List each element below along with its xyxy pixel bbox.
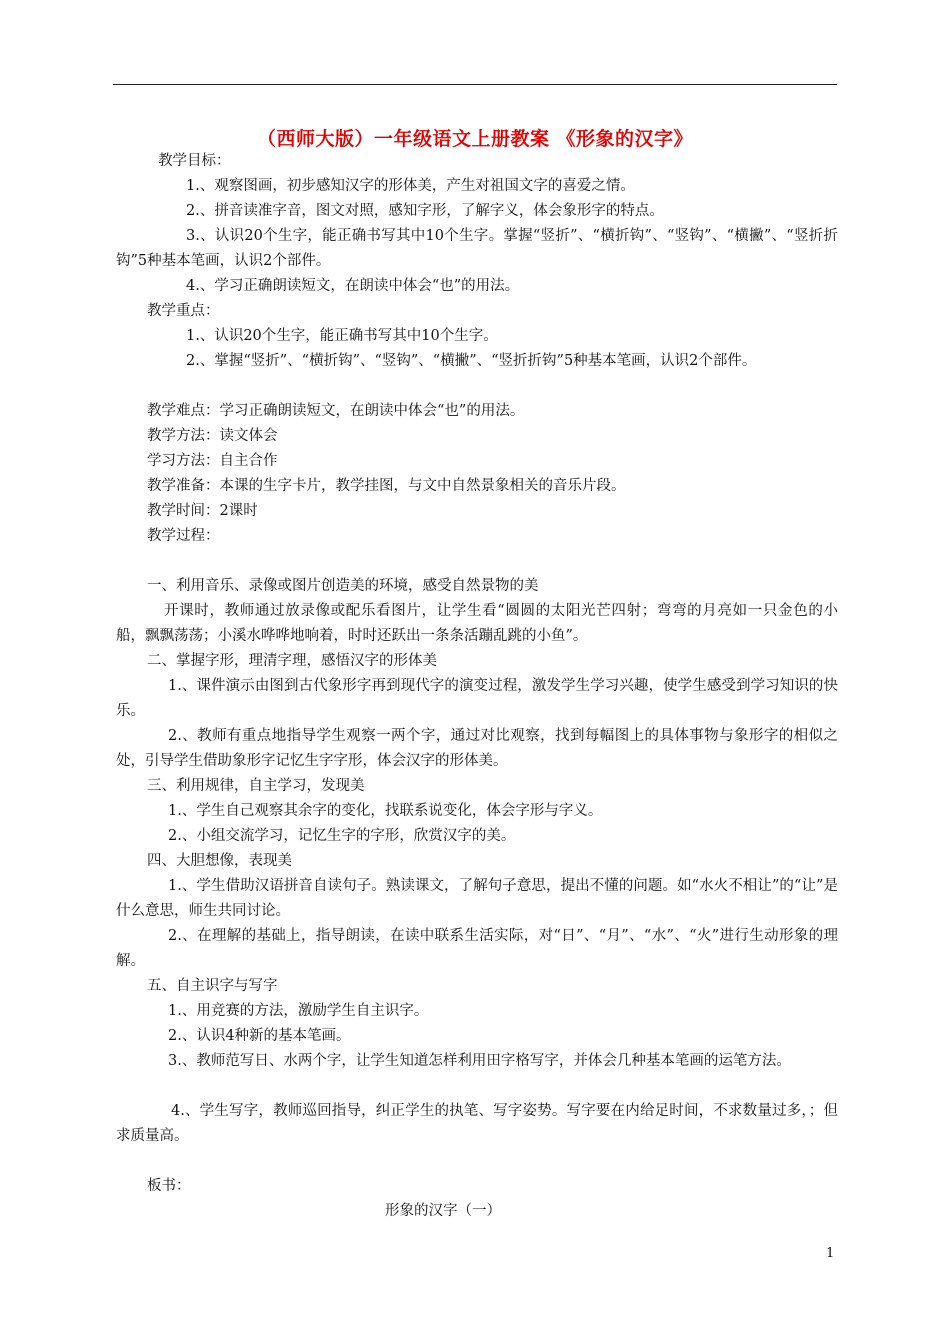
section-heading: 五、自主识字与写字 <box>147 978 278 994</box>
section-paragraph: 1.、课件演示由图到古代象形字再到现代字的演变过程，激发学生学习兴趣，使学生感受到学习知识的快乐。 <box>116 678 838 719</box>
key-points-heading: 教学重点： <box>147 303 220 319</box>
section-heading: 三、利用规律，自主学习，发现美 <box>147 778 365 794</box>
board-title: 形象的汉字（一） <box>385 1203 501 1219</box>
board-heading: 板书： <box>147 1178 191 1194</box>
process-heading: 教学过程： <box>147 528 220 544</box>
teaching-method-line: 教学方法：读文体会 <box>147 428 278 444</box>
difficulty-line: 教学难点：学习正确朗读短文，在朗读中体会“也”的用法。 <box>147 403 525 419</box>
preparation-line: 教学准备：本课的生字卡片，教学挂图，与文中自然景象相关的音乐片段。 <box>147 478 626 494</box>
objective-item: 1.、观察图画，初步感知汉字的形体美，产生对祖国文字的喜爱之情。 <box>186 178 635 194</box>
section-heading: 二、掌握字形，理清字理，感悟汉字的形体美 <box>147 653 437 669</box>
section-paragraph: 1.、学生自己观察其余字的变化，找联系说变化，体会字形与字义。 <box>168 803 603 819</box>
section-paragraph: 1.、用竞赛的方法，激励学生自主识字。 <box>168 1003 429 1019</box>
document-title: （西师大版）一年级语文上册教案 《形象的汉字》 <box>256 128 694 150</box>
section-heading: 一、利用音乐、录像或图片创造美的环境，感受自然景物的美 <box>147 578 539 594</box>
key-point-item: 1.、认识20个生字，能正确书写其中10个生字。 <box>186 328 498 344</box>
section-paragraph: 2.、认识4种新的基本笔画。 <box>168 1028 351 1044</box>
time-line: 教学时间：2课时 <box>147 503 258 519</box>
section-paragraph: 开课时，教师通过放录像或配乐看图片，让学生看“圆圆的太阳光芒四射；弯弯的月亮如一只金色的小船，飘飘荡荡；小溪水哗哗地响着，时时还跃出一条条活蹦乱跳的小鱼”。 <box>116 603 838 644</box>
section-paragraph: 1.、学生借助汉语拼音自读句子。熟读课文，了解句子意思，提出不懂的问题。如“水火不相让”的“让”是什么意思，师生共同讨论。 <box>116 878 838 919</box>
objective-item: 2.、拼音读准字音，图文对照，感知字形，了解字义，体会象形字的特点。 <box>186 203 664 219</box>
header-rule <box>113 84 837 85</box>
section-paragraph: 2.、小组交流学习，记忆生字的字形，欣赏汉字的美。 <box>168 828 516 844</box>
objective-item: 4.、学习正确朗读短文，在朗读中体会“也”的用法。 <box>186 278 520 294</box>
section-paragraph: 2.、在理解的基础上，指导朗读，在读中联系生活实际，对“日”、“月”、“水”、“火”进行生动形象的理解。 <box>116 928 838 969</box>
section-paragraph: 2.、教师有重点地指导学生观察一两个字，通过对比观察，找到每幅图上的具体事物与象形字的相似之处，引导学生借助象形字记忆生字字形，体会汉字的形体美。 <box>116 728 838 769</box>
section-paragraph: 4.、学生写字，教师巡回指导，纠正学生的执笔、写字姿势。写字要在内给足时间，不求数量过多，；但求质量高。 <box>116 1103 838 1144</box>
objective-item: 3.、认识20个生字，能正确书写其中10个生字。掌握“竖折”、“横折钩”、“竖钩”、“横撇”、“竖折折钩”5种基本笔画，认识2个部件。 <box>116 228 838 269</box>
section-heading: 四、大胆想像，表现美 <box>147 853 292 869</box>
page-number: 1 <box>826 1246 835 1261</box>
section-paragraph: 3.、教师范写日、水两个字，让学生知道怎样利用田字格写字，并体会几种基本笔画的运笔方法。 <box>168 1053 791 1069</box>
key-point-item: 2.、掌握“竖折”、“横折钩”、“竖钩”、“横撇”、“竖折折钩”5种基本笔画，认识2个部件。 <box>186 353 757 369</box>
learning-method-line: 学习方法：自主合作 <box>147 453 278 469</box>
objectives-heading: 教学目标： <box>158 153 231 169</box>
